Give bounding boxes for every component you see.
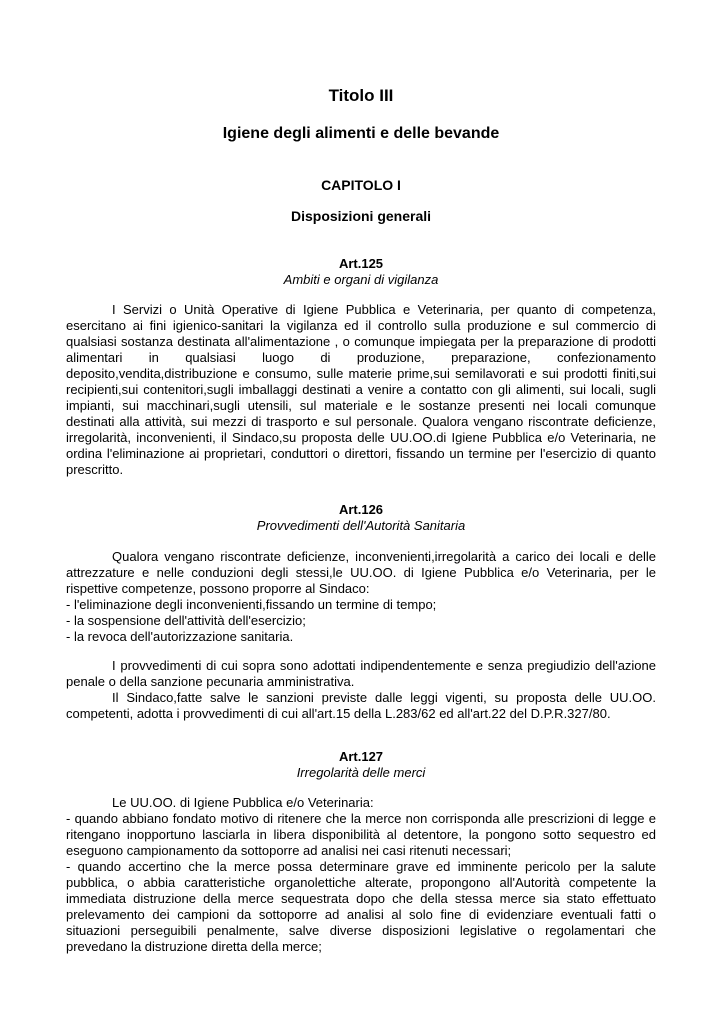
paragraph: Il Sindaco,fatte salve le sanzioni previste dalle leggi vigenti, su proposta delle UU.OO. competenti, adotta i provvedimenti di cui all'art.15 della L.283/62 ed all'art.22 del D.P.R.327/80. — [66, 690, 656, 721]
article-body — [66, 795, 656, 955]
list-item: - la sospensione dell'attività dell'esercizio; — [66, 613, 306, 628]
list-item: - quando abbiano fondato motivo di ritenere che la merce non corrisponda alle prescrizioni di legge e ritengano inopportuno lasciarla in libera disponibilità al detentore, la pongono sotto sequestro ed eseguono campionamento da sottoporre ad analisi nei casi ritenuti necessari; — [66, 811, 656, 858]
article-body — [66, 658, 656, 722]
chapter-title: Disposizioni generali — [290, 208, 432, 224]
article-heading: Ambiti e organi di vigilanza — [283, 272, 439, 287]
article-body — [66, 302, 656, 478]
document-title: Titolo III — [328, 86, 394, 105]
list-item: - quando accertino che la merce possa determinare grave ed imminente pericolo per la salute pubblica, o abbia caratteristiche organolettiche alterate, propongono all'Autorità competente la immediata distruzione della merce sequestrata dopo che della stessa merce sia stato effettuato prelevamento dei campioni da sottoporre ad analisi al solo fine di evidenziare eventuali fatti o situazioni perseguibili penalmente, salve diverse disposizioni legislative o regolamentari che prevedano la distruzione diretta della merce; — [66, 859, 656, 954]
document-subtitle: Igiene degli alimenti e delle bevande — [222, 125, 500, 142]
paragraph: Qualora vengano riscontrate deficienze, inconvenienti,irregolarità a carico dei locali e delle attrezzature e nelle conduzioni degli stessi,le UU.OO. di Igiene Pubblica e/o Veterinaria, per le rispettive competenze, possono proporre al Sindaco: — [66, 549, 656, 596]
list-item: - la revoca dell'autorizzazione sanitaria. — [66, 629, 294, 644]
article-heading: Provvedimenti dell'Autorità Sanitaria — [256, 518, 466, 533]
list-item: - l'eliminazione degli inconvenienti,fissando un termine di tempo; — [66, 597, 437, 612]
article-body — [66, 549, 656, 645]
paragraph: I provvedimenti di cui sopra sono adottati indipendentemente e senza pregiudizio dell'azione penale o della sanzione pecunaria amministrativa. — [66, 658, 656, 689]
paragraph: Le UU.OO. di Igiene Pubblica e/o Veterinaria: — [112, 795, 374, 810]
article-number: Art.127 — [338, 749, 384, 764]
article-number: Art.126 — [338, 502, 384, 517]
article-number: Art.125 — [338, 256, 384, 271]
chapter-heading: CAPITOLO I — [321, 177, 401, 193]
article-heading: Irregolarità delle merci — [296, 765, 426, 780]
paragraph: I Servizi o Unità Operative di Igiene Pubblica e Veterinaria, per quanto di competenza, esercitano ai fini igienico-sanitari la vigilanza ed il controllo sulla produzione e sul commercio di qualsiasi sostanza destinata all'alimentazione , o comunque impiegata per la preparazione di prodotti alimentari in qualsiasi luogo di produzione, preparazione, confezionamento deposito,vendita,distribuzione e consumo, sulle materie prime,sui semilavorati e sui prodotti finiti,sui recipienti,sui contenitori,sugli imballaggi destinati a venire a contatto con gli alimenti, sui locali, sugli impianti, sui macchinari,sugli utensili, sul materiale e le sostanze presenti nei locali comunque destinati alla attività, sui mezzi di trasporto e sul personale. Qualora vengano riscontrate deficienze, irregolarità, inconvenienti, il Sindaco,su proposta delle UU.OO.di Igiene Pubblica e/o Veterinaria, ne ordina l'eliminazione ai proprietari, conduttori o direttori, fissando un termine per l'esercizio di quanto prescritto. — [66, 302, 656, 477]
